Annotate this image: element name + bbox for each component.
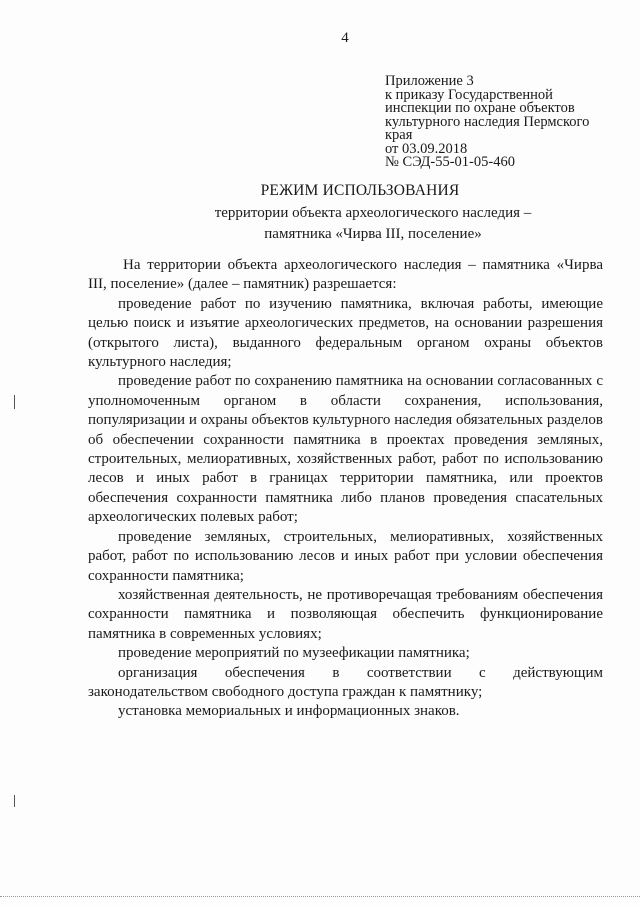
permission-item: проведение мероприятий по музеефикации памятника;	[118, 645, 470, 662]
document-subtitle-line-1: территории объекта археологического наследия –	[214, 205, 532, 221]
page-number: 4	[341, 30, 349, 46]
appendix-order-number: № СЭД-55-01-05-460	[385, 154, 515, 170]
scan-margin-mark	[14, 795, 15, 807]
permission-item: проведение работ по сохранению памятника на основании согласованных с уполномоченным органом в области сохранения, использования, популяризации и охраны объектов культурного наследия обязательных разделов об обеспечении сохранности памятника в проектах проведения земляных, строительных, мелиоративных, хозяйственных работ, работ по использованию лесов и иных работ в границах территории памятника, или проектов обеспечения сохранности памятника либо планов проведения спасательных археологических полевых работ;	[88, 373, 603, 526]
appendix-line: края	[385, 127, 413, 143]
appendix-line: инспекции по охране объектов	[385, 100, 575, 116]
permission-item: хозяйственная деятельность, не противоречащая требованиям обеспечения сохранности памятника и позволяющая обеспечить функционирование памятника в современных условиях;	[88, 586, 603, 642]
permission-item: установка мемориальных и информационных знаков.	[118, 703, 460, 720]
scan-edge-artifact	[0, 896, 640, 899]
appendix-line: к приказу Государственной	[385, 86, 553, 103]
appendix-date: от 03.09.2018	[385, 140, 468, 157]
document-title: РЕЖИМ ИСПОЛЬЗОВАНИЯ	[260, 182, 460, 199]
appendix-line: культурного наследия Пермского	[385, 113, 590, 130]
permission-item: организация обеспечения в соответствии с действующим законодательством свободного доступа граждан к памятнику;	[88, 664, 603, 700]
permission-item: проведение земляных, строительных, мелиоративных, хозяйственных работ, работ по использованию лесов и иных работ при условии обеспечения сохранности памятника;	[88, 528, 603, 584]
intro-paragraph: На территории объекта археологического наследия – памятника «Чирва III, поселение» (далее – памятник) разрешается:	[88, 257, 603, 293]
appendix-line: Приложение 3	[385, 73, 474, 89]
scan-margin-mark	[14, 395, 15, 409]
document-subtitle-line-2: памятника «Чирва III, поселение»	[264, 226, 482, 242]
appendix-block	[385, 75, 625, 170]
document-body	[88, 256, 603, 722]
permission-item: проведение работ по изучению памятника, включая работы, имеющие целью поиск и изъятие археологических предметов, на основании разрешения (открытого листа), выданного федеральным органом охраны объектов культурного наследия;	[88, 295, 603, 371]
